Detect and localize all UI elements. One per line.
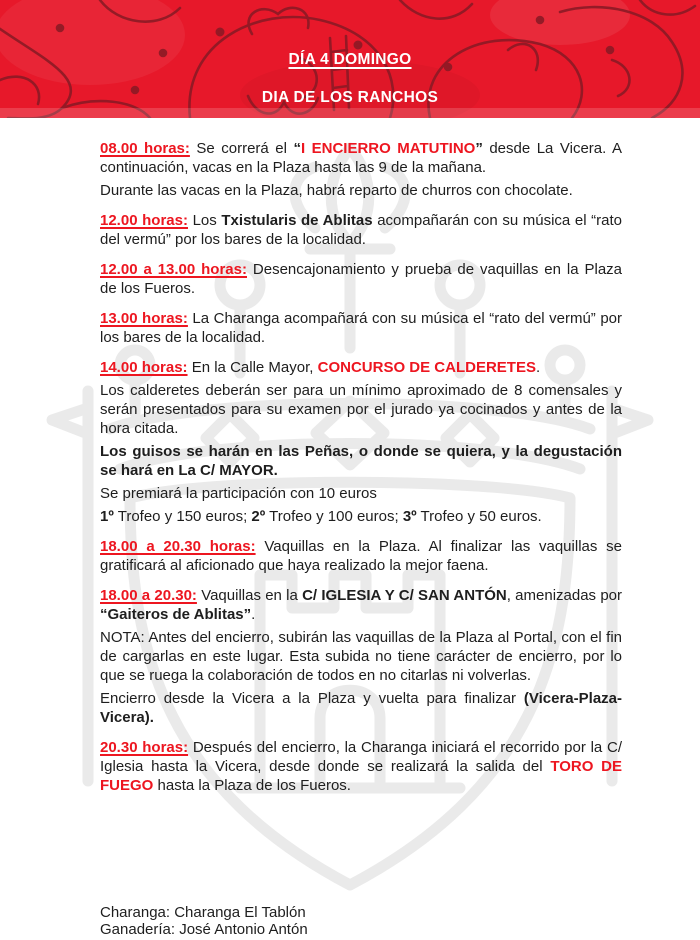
schedule-paragraph <box>100 260 622 298</box>
bold-text: “ <box>293 140 301 157</box>
text-run: Encierro desde la Vicera a la Plaza y vuelta para finalizar <box>100 690 524 707</box>
bold-text: (Vicera-Plaza-Vicera). <box>100 690 622 726</box>
highlight-red-text: TORO DE FUEGO <box>100 758 622 794</box>
time-label: 18.00 a 20.30: <box>100 587 197 604</box>
text-run: Trofeo y 150 euros; <box>113 508 252 525</box>
time-label: 12.00 a 13.00 horas: <box>100 261 247 278</box>
bold-text: Txistularis de Ablitas <box>221 212 373 229</box>
bold-text: “Gaiteros de Ablitas” <box>100 606 252 623</box>
schedule-paragraph <box>100 181 622 200</box>
text-run: acompañarán con su música el “rato del vermú” por los bares de la localidad. <box>100 212 622 248</box>
text-run: Se premiará la participación con 10 euros <box>100 485 377 502</box>
schedule-paragraph <box>100 537 622 575</box>
text-run: Los calderetes deberán ser para un mínimo aproximado de 8 comensales y serán presentados para su examen por el jurado ya cocinados y antes de la hora citada. <box>100 382 622 437</box>
text-run: Desencajonamiento y prueba de vaquillas en la Plaza de los Fueros. <box>100 261 623 297</box>
bold-text: 1º <box>100 508 114 525</box>
bold-text: C/ IGLESIA Y C/ SAN ANTÓN <box>302 587 507 604</box>
text-run: hasta la Plaza de los Fueros. <box>153 777 351 794</box>
time-label: 18.00 a 20.30 horas: <box>100 538 256 555</box>
schedule-content <box>100 139 622 799</box>
time-label: 14.00 horas: <box>100 359 188 376</box>
schedule-paragraph <box>100 689 622 727</box>
text-run: NOTA: Antes del encierro, subirán las vaquillas de la Plaza al Portal, con el fin de cargarlas en este lugar. Esta subida no tiene carácter de encierro, por lo que se ruega la colaboración de todos en no citarlas ni volverlas. <box>100 629 622 684</box>
bold-text: 2º <box>251 508 266 525</box>
text-run: Vaquillas en la <box>196 587 303 604</box>
highlight-red-text: I ENCIERRO MATUTINO <box>300 140 476 157</box>
schedule-paragraph <box>100 586 622 624</box>
text-run: Después del encierro, la Charanga iniciará el recorrido por la C/ Iglesia hasta la Vicera, desde donde se realizará la salida del <box>100 739 622 775</box>
text-run: , amenizadas por <box>506 587 622 604</box>
schedule-paragraph <box>100 211 622 249</box>
schedule-paragraph <box>100 309 622 347</box>
schedule-paragraph <box>100 139 622 177</box>
schedule-paragraph <box>100 381 622 438</box>
text-run: Se correrá el <box>189 140 294 157</box>
schedule-paragraph <box>100 442 622 480</box>
bold-text: ” <box>475 140 483 157</box>
text-run: desde La Vicera. A continuación, vacas en la Plaza hasta las 9 de la mañana. <box>100 140 622 176</box>
time-label: 20.30 horas: <box>100 739 189 756</box>
schedule-paragraph <box>100 628 622 685</box>
page-title: DÍA 4 DOMINGO <box>288 51 412 68</box>
schedule-paragraph <box>100 738 622 795</box>
text-run: Trofeo y 100 euros; <box>265 508 403 525</box>
time-label: 08.00 horas: <box>100 140 190 157</box>
header-banner <box>0 0 700 118</box>
schedule-paragraph <box>100 484 622 503</box>
text-run: La Charanga acompañará con su música el “rato del vermú” por los bares de la localidad. <box>100 310 623 346</box>
time-label: 13.00 horas: <box>100 310 188 327</box>
text-run: Los <box>187 212 222 229</box>
text-run: . <box>251 606 256 623</box>
text-run: Vaquillas en la Plaza. Al finalizar las vaquillas se gratificará al aficionado que haya realizado la mejor faena. <box>100 538 622 574</box>
text-run: Durante las vacas en la Plaza, habrá reparto de churros con chocolate. <box>100 182 573 199</box>
schedule-paragraph <box>100 507 622 526</box>
credit-line-ganaderia: Ganadería: José Antonio Antón <box>100 920 308 938</box>
schedule-paragraph <box>100 358 622 377</box>
text-run: En la Calle Mayor, <box>187 359 318 376</box>
time-label: 12.00 horas: <box>100 212 188 229</box>
text-run: . <box>535 359 541 376</box>
credits <box>100 905 308 938</box>
credit-line-charanga: Charanga: Charanga El Tablón <box>100 904 306 921</box>
highlight-red-text: CONCURSO DE CALDERETES <box>317 359 536 376</box>
text-run: Trofeo y 50 euros. <box>416 508 542 525</box>
bold-text: Los guisos se harán en las Peñas, o donde se quiera, y la degustación se hará en La C/ MAYOR. <box>100 443 622 479</box>
bold-text: 3º <box>402 508 417 525</box>
page-subtitle: DIA DE LOS RANCHOS <box>261 89 439 106</box>
